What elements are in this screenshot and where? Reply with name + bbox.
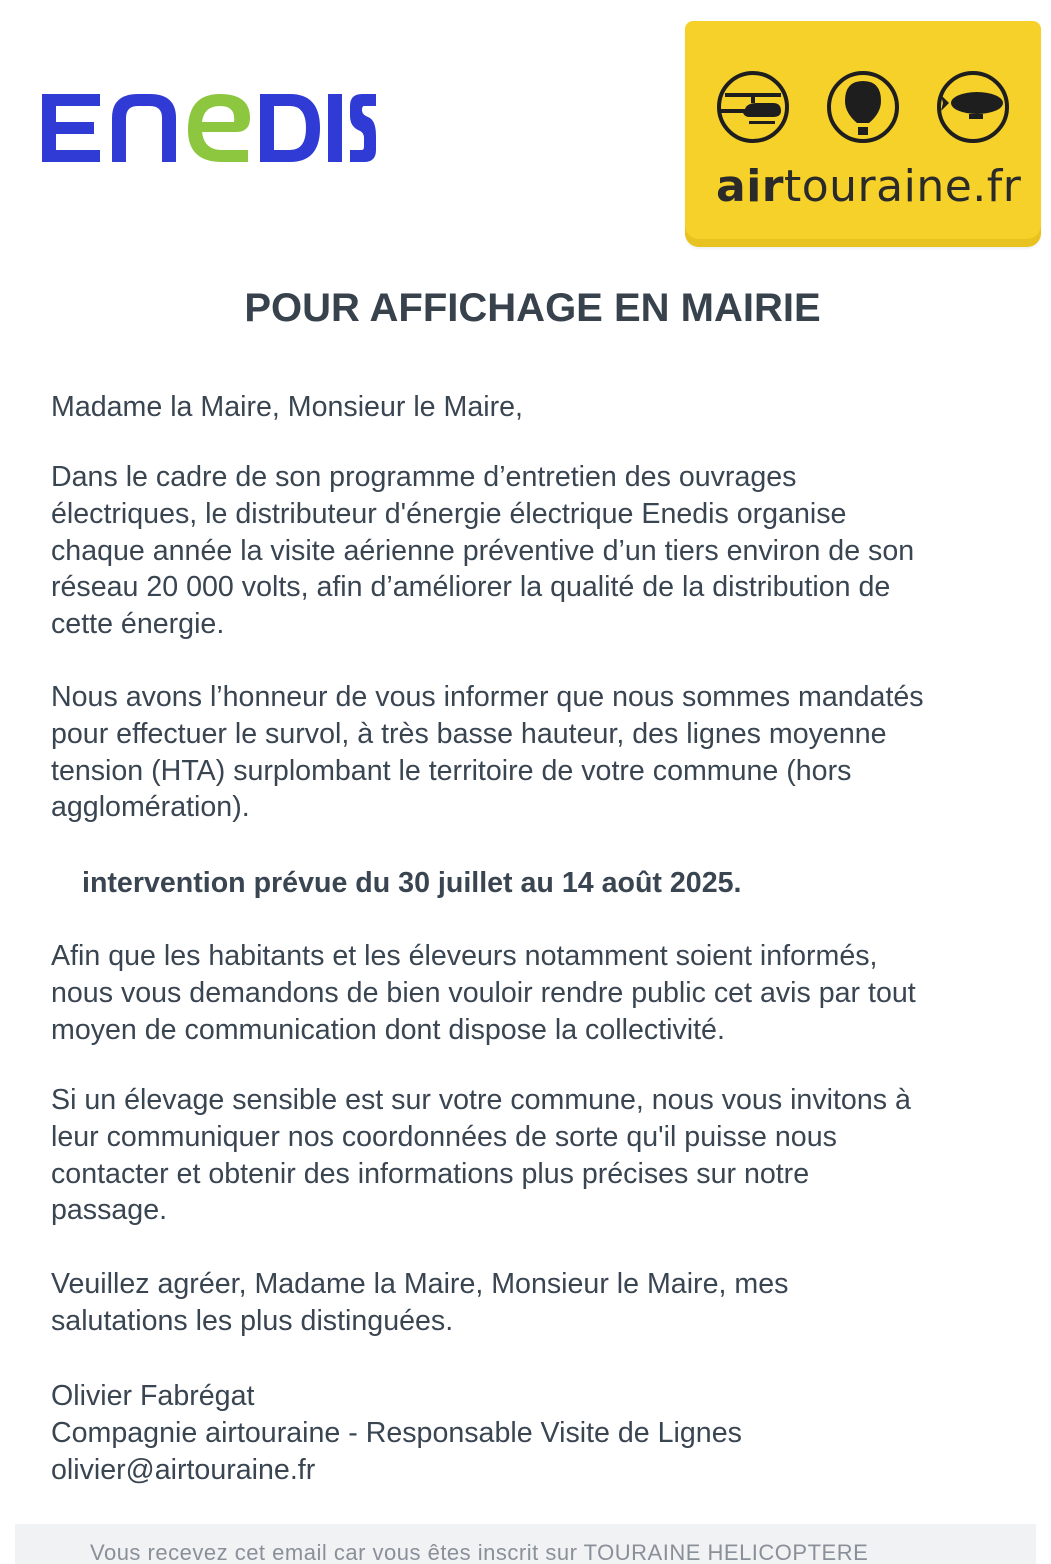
airtouraine-wordmark: airtouraine.fr bbox=[716, 161, 1022, 212]
text-line: pour effectuer le survol, à très basse hauteur, des lignes moyenne bbox=[51, 717, 887, 750]
helicopter-icon bbox=[719, 73, 787, 141]
signature-role: Compagnie airtouraine - Responsable Visite de Lignes bbox=[51, 1416, 742, 1449]
text-line: leur communiquer nos coordonnées de sorte qu'il puisse nous bbox=[51, 1120, 837, 1153]
signature-block bbox=[51, 1378, 1031, 1488]
document-heading: POUR AFFICHAGE EN MAIRIE bbox=[244, 286, 821, 330]
text-line: Afin que les habitants et les éleveurs notamment soient informés, bbox=[51, 940, 878, 972]
text-line: cette énergie. bbox=[51, 608, 225, 641]
text-line: salutations les plus distinguées. bbox=[51, 1304, 454, 1337]
text-line: contacter et obtenir des informations plus précises sur notre bbox=[51, 1157, 810, 1190]
closing-formula bbox=[51, 1266, 1031, 1340]
footer-text: Vous recevez cet email car vous êtes inscrit sur TOURAINE HELICOPTERE bbox=[90, 1540, 869, 1564]
intervention-dates: intervention prévue du 30 juillet au 14 août 2025. bbox=[82, 867, 742, 899]
signature-name: Olivier Fabrégat bbox=[51, 1380, 255, 1412]
text-line: tension (HTA) surplombant le territoire de votre commune (hors bbox=[51, 754, 852, 787]
text-line: chaque année la visite aérienne préventive d’un tiers environ de son bbox=[51, 534, 915, 567]
signature-email-link[interactable]: olivier@airtouraine.fr bbox=[51, 1453, 316, 1486]
salutation-line: Madame la Maire, Monsieur le Maire, bbox=[51, 391, 523, 423]
hot-air-balloon-icon bbox=[829, 73, 897, 141]
text-line: Dans le cadre de son programme d’entretien des ouvrages bbox=[51, 461, 797, 493]
salutation bbox=[51, 389, 1031, 426]
text-line: réseau 20 000 volts, afin d’améliorer la qualité de la distribution de bbox=[51, 571, 891, 604]
email-footer bbox=[15, 1524, 1036, 1564]
paragraph-programme bbox=[51, 459, 1031, 643]
paragraph-survol bbox=[51, 679, 1031, 826]
text-line: nous vous demandons de bien vouloir rendre public cet avis par tout bbox=[51, 976, 916, 1009]
airtouraine-logo bbox=[685, 21, 1041, 247]
paragraph-elevage bbox=[51, 1082, 1031, 1229]
text-line: Veuillez agréer, Madame la Maire, Monsieur le Maire, mes bbox=[51, 1268, 789, 1300]
text-line: agglomération). bbox=[51, 791, 250, 824]
text-line: électriques, le distributeur d'énergie électrique Enedis organise bbox=[51, 497, 847, 530]
text-line: Nous avons l’honneur de vous informer que nous sommes mandatés bbox=[51, 681, 924, 713]
text-line: Si un élevage sensible est sur votre commune, nous vous invitons à bbox=[51, 1084, 911, 1116]
text-line: moyen de communication dont dispose la collectivité. bbox=[51, 1013, 725, 1046]
text-line: passage. bbox=[51, 1194, 168, 1227]
paragraph-information bbox=[51, 938, 1031, 1048]
enedis-logo bbox=[38, 88, 378, 168]
airship-icon bbox=[939, 73, 1007, 141]
